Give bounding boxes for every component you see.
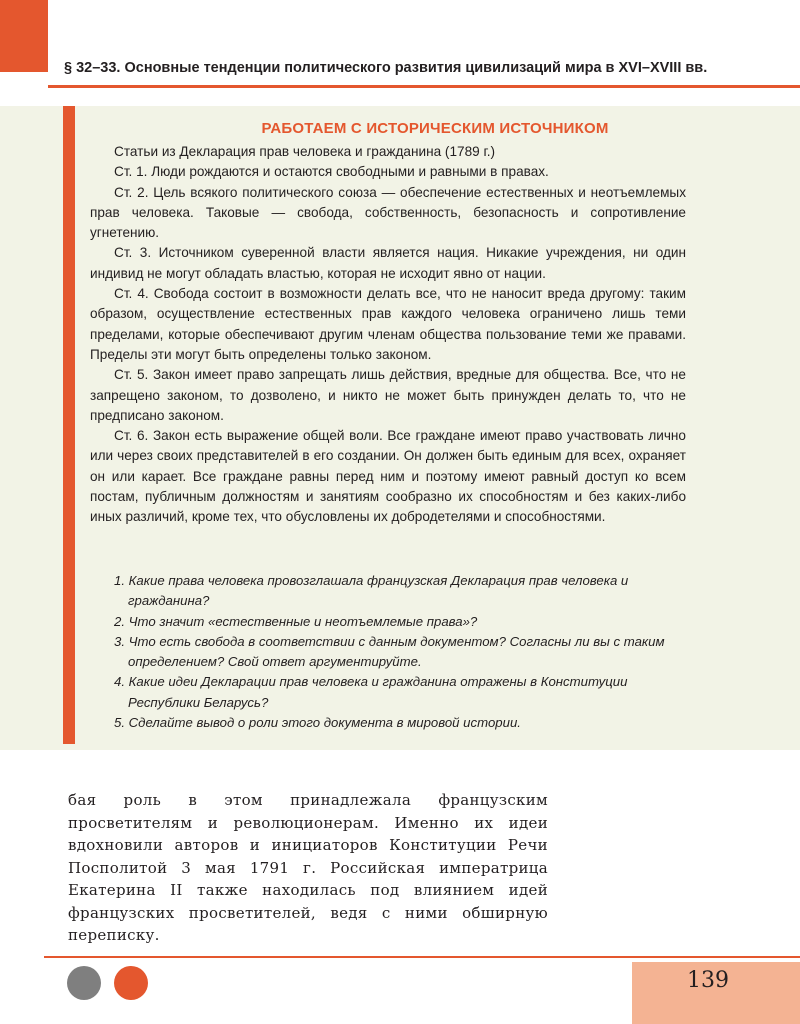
orange-dot	[114, 966, 148, 1000]
article-3: Ст. 3. Источником суверенной власти является нация. Никакие учреждения, ни один индивид не могут обладать властью, которая не исходит явно от нации.	[90, 245, 686, 281]
question-item: 5. Сделайте вывод о роли этого документа в мировой истории.	[114, 715, 521, 731]
corner-tab	[0, 0, 48, 72]
running-header: § 32–33. Основные тенденции политического развития цивилизаций мира в XVI–XVIII вв.	[64, 60, 708, 76]
source-title: РАБОТАЕМ С ИСТОРИЧЕСКИМ ИСТОЧНИКОМ	[261, 120, 609, 137]
footer-rule	[44, 956, 800, 958]
source-accent-bar	[63, 106, 75, 744]
article-5: Ст. 5. Закон имеет право запрещать лишь действия, вредные для общества. Все, что не запрещено законом, то дозволено, и никто не может быть принужден делать то, что не предписано законом.	[90, 367, 686, 423]
main-paragraph: бая роль в этом принадлежала французским просветителям и революционерам. Именно их идеи вдохновили авторов и инициаторов Конституции Речи Посполитой 3 мая 1791 г. Российская императрица Екатерина II также находилась под влиянием идей французских просветителей, ведя с ними обширную переписку.	[68, 791, 548, 944]
gray-dot	[67, 966, 101, 1000]
article-1: Ст. 1. Люди рождаются и остаются свободными и равными в правах.	[114, 164, 549, 180]
question-item: 2. Что значит «естественные и неотъемлемые права»?	[114, 613, 478, 629]
source-text	[90, 142, 686, 528]
article-2: Ст. 2. Цель всякого политического союза — обеспечение естественных и неотъемлемых прав человека. Таковые — свобода, собственность, безопасность и сопротивление угнетению.	[90, 184, 686, 241]
question-item: 1. Какие права человека провозглашала французская Декларация прав человека и гражданина?	[114, 573, 629, 609]
question-item: 3. Что есть свобода в соответствии с данным документом? Согласны ли вы с таким определением? Свой ответ аргументируйте.	[114, 633, 665, 670]
question-item: 4. Какие идеи Декларации прав человека и гражданина отражены в Конституции Республики Беларусь?	[114, 674, 628, 710]
article-6: Ст. 6. Закон есть выражение общей воли. Все граждане имеют право участвовать лично или через своих представителей в его создании. Он должен быть единым для всех, охраняет он или карает. Все граждане равны перед ним и поэтому имеют равный доступ ко всем постам, публичным должностям и занятиям сообразно их способностям и без каких-либо иных различий, кроме тех, что обусловлены их добродетелями и способностями.	[90, 428, 686, 525]
questions-list	[114, 571, 686, 733]
article-4: Ст. 4. Свобода состоит в возможности делать все, что не наносит вреда другому: таким образом, осуществление естественных прав каждого человека ограничено лишь теми пределами, которые обеспечивают другим членам общества пользование теми же правами. Пределы эти могут быть определены только законом.	[90, 286, 686, 362]
page-number: 139	[687, 968, 729, 993]
main-text	[68, 789, 548, 947]
source-heading: Статьи из Декларация прав человека и гражданина (1789 г.)	[114, 144, 496, 159]
header-rule	[48, 85, 800, 88]
